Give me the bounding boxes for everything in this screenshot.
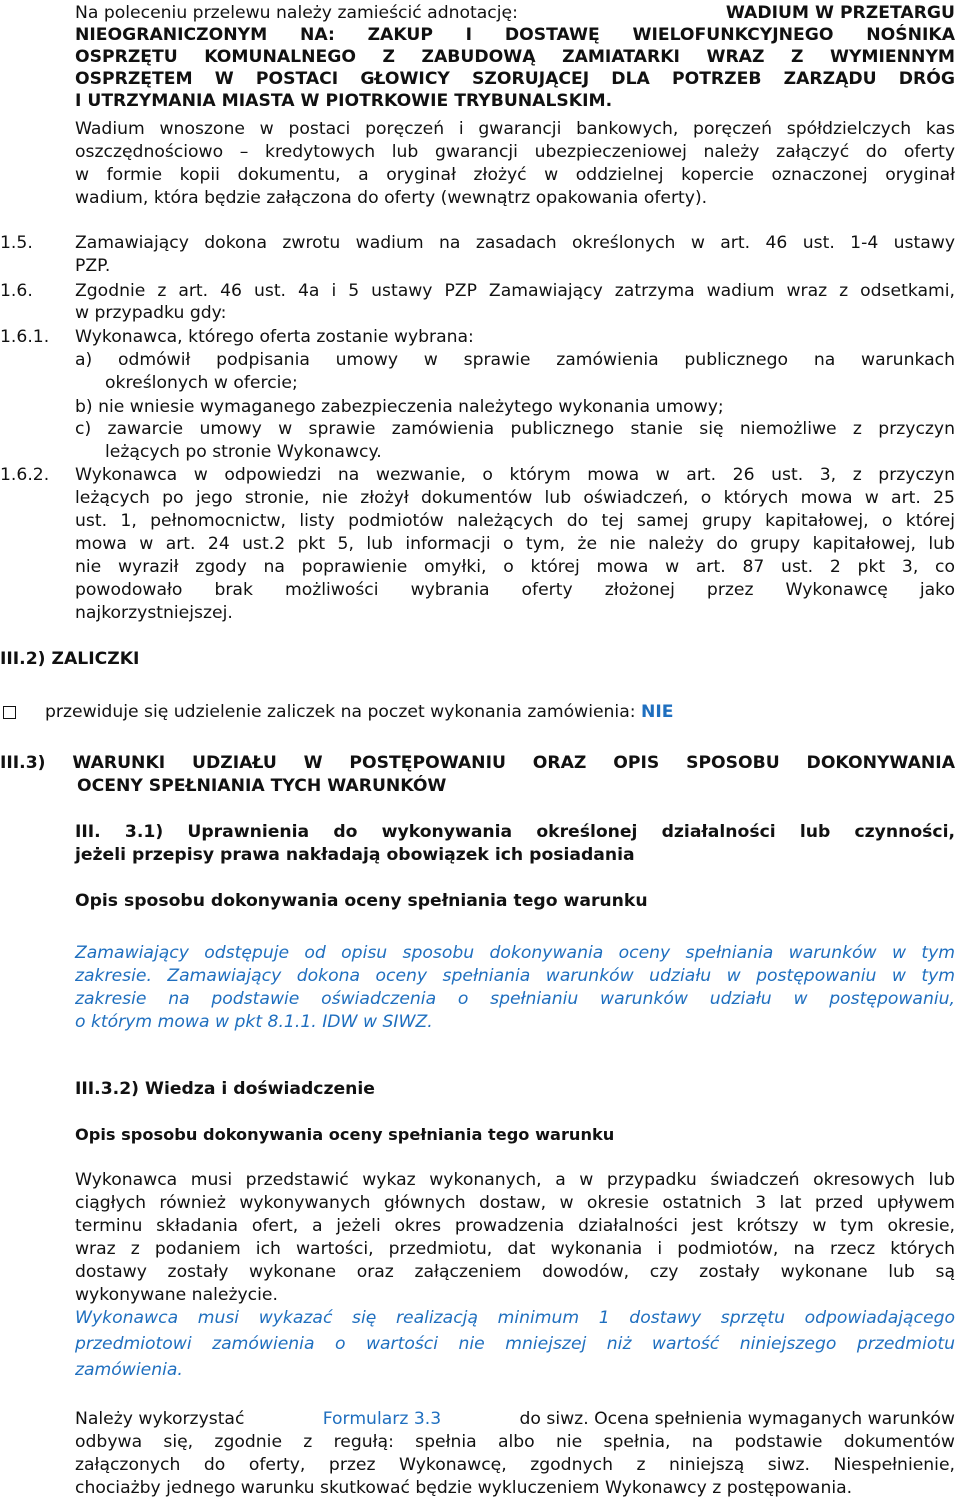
zaliczki-line — [45, 701, 674, 723]
section-text: ust. 1, pełnomocnictw, listy podmiotów należących do tej samej grupy kapitałowej, o której — [75, 511, 955, 531]
wadium-paragraph: wadium, która będzie załączona do oferty (wewnątrz opakowania oferty). — [75, 188, 708, 208]
subheading-uprawnienia-cont: jeżeli przepisy prawa nakładają obowiązek ich posiadania — [75, 845, 635, 865]
wadium-paragraph: Wadium wnoszone w postaci poręczeń i gwarancji bankowych, poręczeń spółdzielczych kas — [75, 119, 955, 139]
wiedza-paragraph: terminu składania ofert, a jeżeli okres prowadzenia działalności jest krótszy w tym okresie, — [75, 1216, 955, 1236]
section-number: 1.6.1. — [0, 327, 50, 347]
formularz-text: do siwz. Ocena spełnienia wymaganych warunków — [519, 1409, 955, 1429]
subheading-uprawnienia: III. 3.1) Uprawnienia do wykonywania określonej działalności lub czynności, — [75, 822, 955, 842]
adnotation-text: OSPRZĘTU KOMUNALNEGO Z ZABUDOWĄ ZAMIATARKI WRAZ Z WYMIENNYM — [75, 47, 955, 67]
section-text: Wykonawca w odpowiedzi na wezwanie, o którym mowa w art. 26 ust. 3, z przyczyn — [75, 465, 955, 485]
adnotation-intro: Na poleceniu przelewu należy zamieścić adnotację: — [75, 3, 518, 23]
uprawnienia-description: zakresie. Zamawiający dokona oceny spełniania warunków udziału w postępowaniu w tym — [75, 966, 955, 986]
heading-zaliczki: III.2) ZALICZKI — [0, 649, 140, 669]
wadium-paragraph: w formie kopii dokumentu, a oryginał złożyć w oddzielnej kopercie oznaczonej oryginał — [75, 165, 955, 185]
ocena-paragraph: odbywa się, zgodnie z regułą: spełnia albo nie spełnia, na podstawie dokumentów — [75, 1432, 955, 1452]
wiedza-requirement: przedmiotowi zamówienia o wartości nie mniejszej niż wartość niniejszego przedmiotu — [75, 1334, 955, 1354]
heading-warunki: III.3) WARUNKI UDZIAŁU W POSTĘPOWANIU ORAZ OPIS SPOSOBU DOKONYWANIA — [0, 753, 955, 773]
ocena-paragraph: załączonych do oferty, przez Wykonawcę, zgodnych z niniejszą siwz. Niespełnienie, — [75, 1455, 955, 1475]
section-text: w przypadku gdy: — [75, 303, 227, 323]
ocena-paragraph: chociażby jednego warunku skutkować będzie wykluczeniem Wykonawcy z postępowania. — [75, 1478, 853, 1498]
wiedza-paragraph: Wykonawca musi przedstawić wykaz wykonanych, a w przypadku świadczeń okresowych lub — [75, 1170, 955, 1190]
adnotation-title: WADIUM W PRZETARGU — [725, 3, 955, 23]
wiedza-paragraph: dostawy zostały wykonane oraz załączeniem dowodów, czy zostały wykonane lub są — [75, 1262, 955, 1282]
section-number: 1.5. — [0, 233, 33, 253]
formularz-link[interactable]: Formularz 3.3 — [322, 1409, 442, 1429]
list-item-c-cont: leżących po stronie Wykonawcy. — [105, 442, 382, 462]
section-text: najkorzystniejszej. — [75, 603, 233, 623]
adnotation-line — [75, 2, 955, 24]
subheading-wiedza: III.3.2) Wiedza i doświadczenie — [75, 1079, 375, 1099]
section-text: leżących po jego stronie, nie złożył dokumentów lub oświadczeń, o których mowa w art. 25 — [75, 488, 955, 508]
heading-warunki-cont: OCENY SPEŁNIANIA TYCH WARUNKÓW — [77, 776, 447, 796]
section-text: Zgodnie z art. 46 ust. 4a i 5 ustawy PZP Zamawiający zatrzyma wadium wraz z odsetkami, — [75, 281, 955, 301]
section-text: Wykonawca, którego oferta zostanie wybrana: — [75, 327, 474, 347]
uprawnienia-description: zakresie na podstawie oświadczenia o spełnianiu warunków udziału w postępowaniu, — [75, 989, 955, 1009]
opis-sposobu-heading: Opis sposobu dokonywania oceny spełniania tego warunku — [75, 1125, 615, 1144]
wadium-paragraph: oszczędnościowo – kredytowych lub gwarancji ubezpieczeniowej należy załączyć do oferty — [75, 142, 955, 162]
wiedza-paragraph: wykonywane należycie. — [75, 1285, 278, 1305]
wiedza-paragraph: wraz z podaniem ich wartości, przedmiotu, dat wykonania i podmiotów, na rzecz których — [75, 1239, 955, 1259]
section-text: nie wyraził zgody na poprawienie omyłki, o której mowa w art. 87 ust. 2 pkt 3, co — [75, 557, 955, 577]
uprawnienia-description: o którym mowa w pkt 8.1.1. IDW w SIWZ. — [75, 1012, 433, 1032]
checkbox-icon[interactable] — [3, 706, 16, 719]
formularz-line — [75, 1408, 955, 1430]
wiedza-paragraph: ciągłych również wykonywanych głównych dostaw, w okresie ostatnich 3 lat przed upływem — [75, 1193, 955, 1213]
section-text: Zamawiający dokona zwrotu wadium na zasadach określonych w art. 46 ust. 1-4 ustawy — [75, 233, 955, 253]
section-text: mowa w art. 24 ust.2 pkt 5, lub informacji o tym, że nie należy do grupy kapitałowej, lub — [75, 534, 955, 554]
list-item-a-cont: określonych w ofercie; — [105, 373, 298, 393]
zaliczki-answer: NIE — [641, 702, 674, 722]
section-text: powodowało brak możliwości wybrania oferty złożonej przez Wykonawcę jako — [75, 580, 955, 600]
list-item-c: c) zawarcie umowy w sprawie zamówienia publicznego stanie się niemożliwe z przyczyn — [75, 419, 955, 439]
section-number: 1.6.2. — [0, 465, 50, 485]
section-text: PZP. — [75, 256, 111, 276]
wiedza-requirement: Wykonawca musi wykazać się realizacją minimum 1 dostawy sprzętu odpowiadającego — [75, 1308, 955, 1328]
adnotation-text: NIEOGRANICZONYM NA: ZAKUP I DOSTAWĘ WIELOFUNKCYJNEGO NOŚNIKA — [75, 25, 955, 45]
adnotation-text: I UTRZYMANIA MIASTA W PIOTRKOWIE TRYBUNALSKIM. — [75, 91, 613, 111]
formularz-text: Należy wykorzystać — [75, 1409, 245, 1429]
uprawnienia-description: Zamawiający odstępuje od opisu sposobu dokonywania oceny spełniania warunków w tym — [75, 943, 955, 963]
zaliczki-text: przewiduje się udzielenie zaliczek na poczet wykonania zamówienia: — [45, 702, 636, 722]
opis-sposobu-heading: Opis sposobu dokonywania oceny spełniania tego warunku — [75, 891, 648, 911]
list-item-a: a) odmówił podpisania umowy w sprawie zamówienia publicznego na warunkach — [75, 350, 955, 370]
section-number: 1.6. — [0, 281, 33, 301]
wiedza-requirement: zamówienia. — [75, 1360, 183, 1380]
list-item-b: b) nie wniesie wymaganego zabezpieczenia należytego wykonania umowy; — [75, 397, 724, 417]
adnotation-text: OSPRZĘTEM W POSTACI GŁOWICY SZORUJĄCEJ DLA POTRZEB ZARZĄDU DRÓG — [75, 69, 955, 89]
